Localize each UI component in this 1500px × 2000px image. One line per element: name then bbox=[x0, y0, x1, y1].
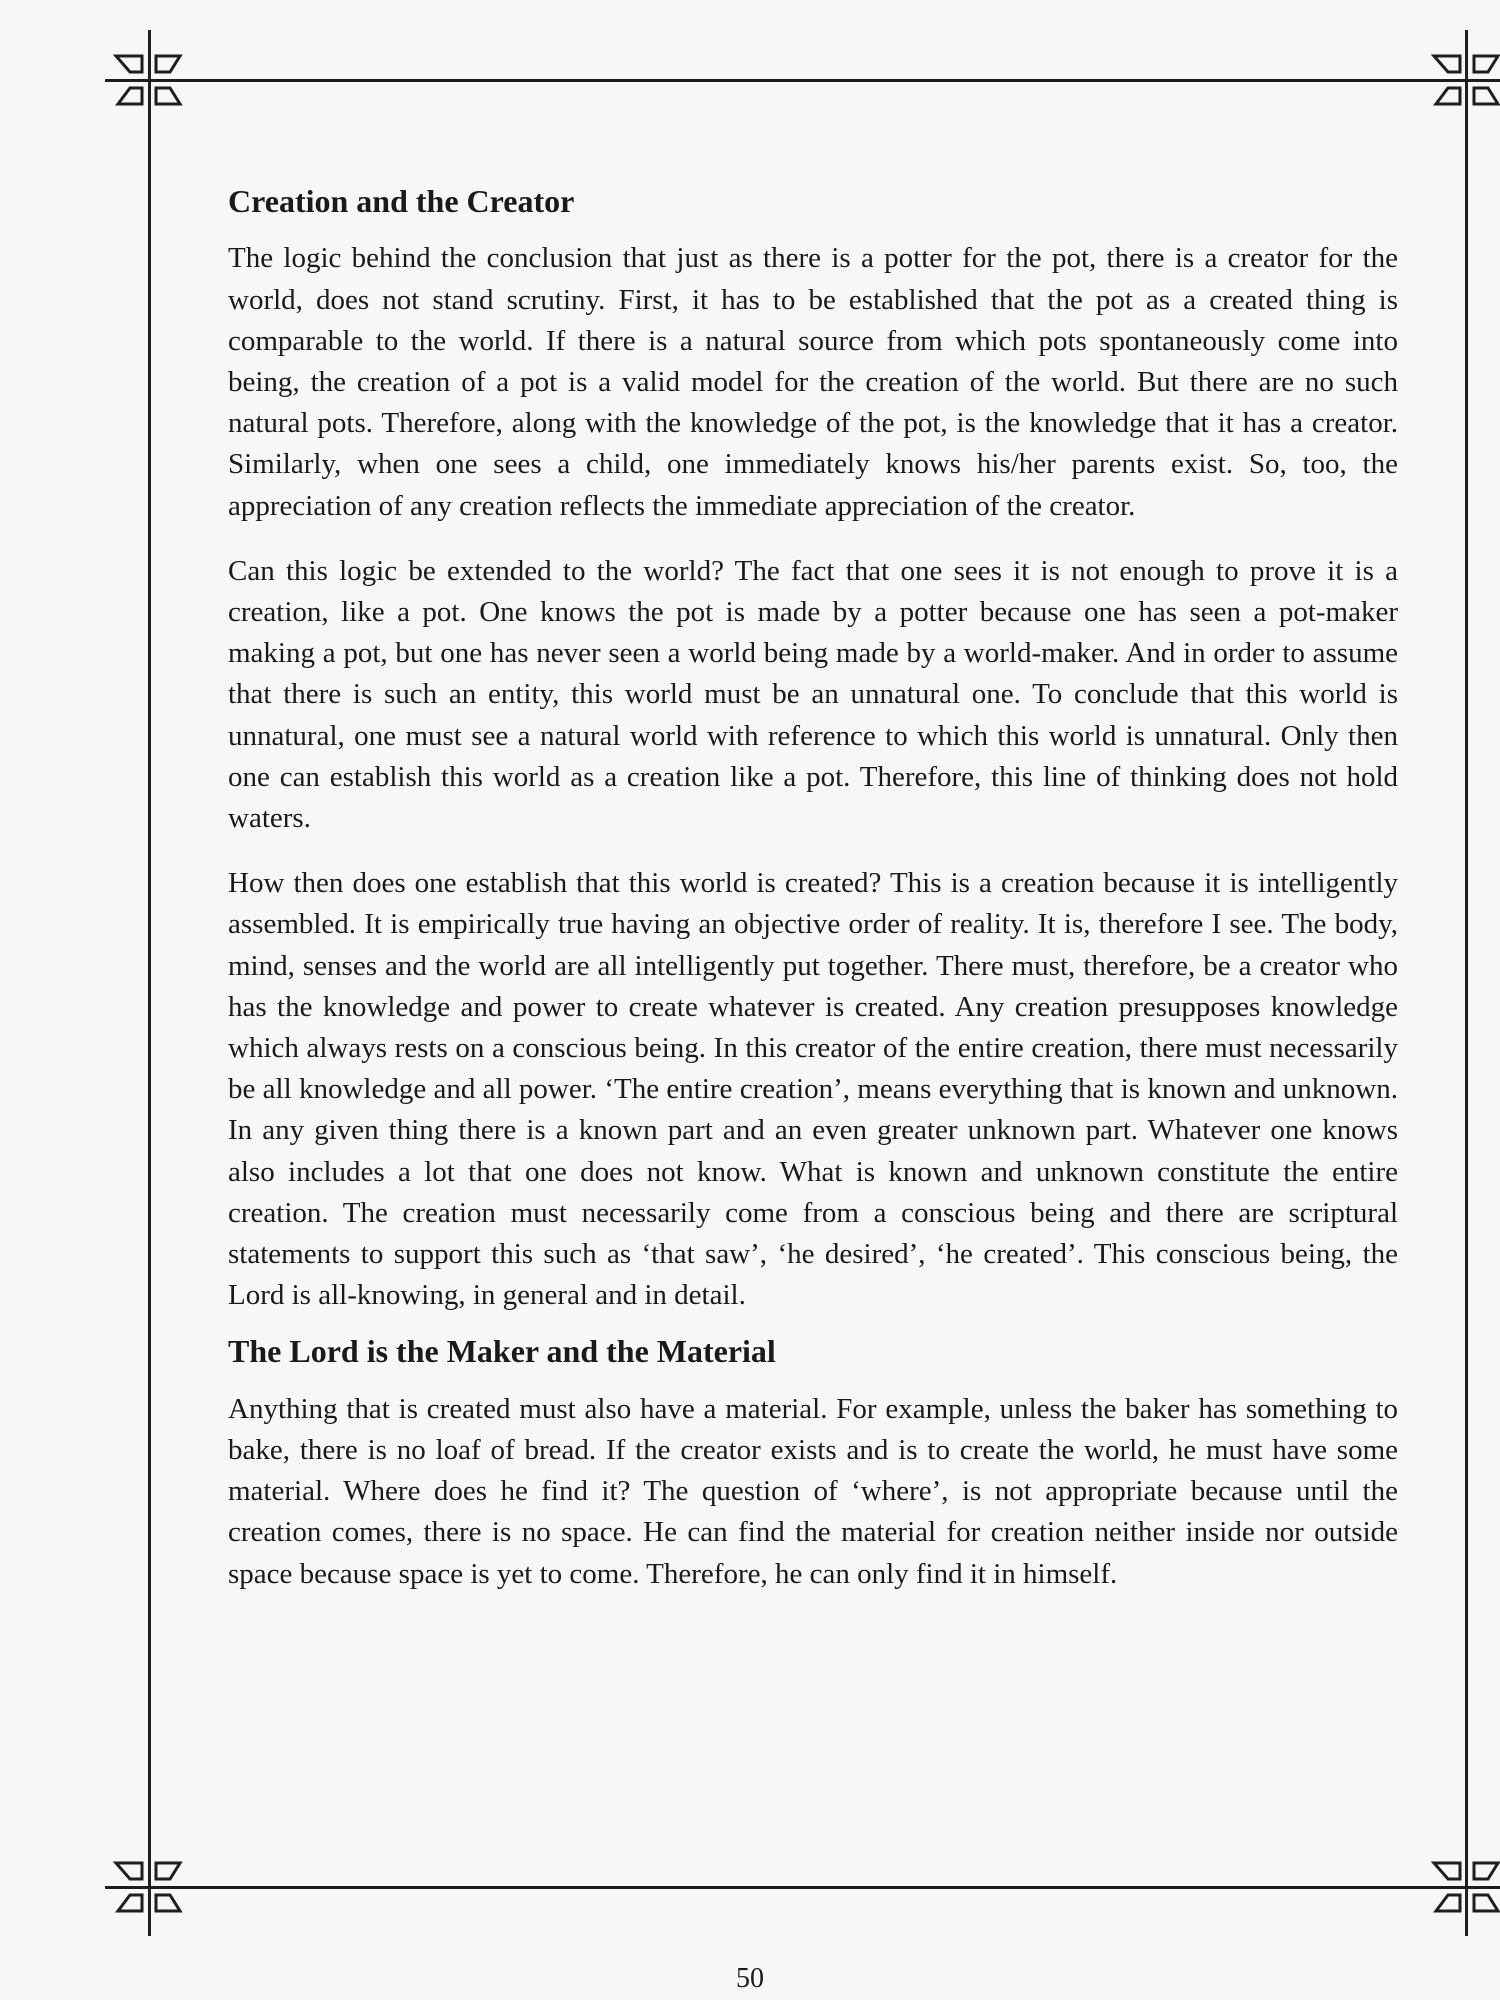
body-paragraph: The logic behind the conclusion that just as there is a potter for the pot, there is a creator for the world, does not stand scrutiny. First, it has to be established that the pot as a created thing is comparable to the world. If there is a natural source from which pots spontaneously come into being, the creation of a pot is a valid model for the creation of the world. But there are no such natural pots. Therefore, along with the knowledge of the pot, is the knowledge that it has a creator. Similarly, when one sees a child, one immediately knows his/her parents exist. So, too, the appreciation of any creation reflects the immediate appreciation of the creator. bbox=[228, 242, 1398, 522]
body-paragraph: Anything that is created must also have a material. For example, unless the baker has something to bake, there is no loaf of bread. If the creator exists and is to create the world, he must have some material. Where does he find it? The question of ‘where’, is not appropriate because until the creation comes, there is no space. He can find the material for creation neither inside nor outside space because space is yet to come. Therefore, he can only find it in himself. bbox=[228, 1392, 1398, 1590]
page-content bbox=[228, 182, 1398, 1619]
frame-left-rule bbox=[148, 30, 151, 1936]
body-paragraph: How then does one establish that this world is created? This is a creation because it is intelligently assembled. It is empirically true having an objective order of reality. It is, therefore I see. The body, mind, senses and the world are all intelligently put together. There must, therefore, be a creator who has the knowledge and power to create whatever is created. Any creation presupposes knowledge which always rests on a conscious being. In this creator of the entire creation, there must necessarily be all knowledge and all power. ‘The entire creation’, means everything that is known and unknown. In any given thing there is a known part and an even greater unknown part. Whatever one knows also includes a lot that one does not know. What is known and unknown constitute the entire creation. The creation must necessarily come from a conscious being and there are scriptural statements to support this such as ‘that saw’, ‘he desired’, ‘he created’. This conscious being, the Lord is all-knowing, in general and in detail. bbox=[228, 867, 1398, 1312]
page-number: 50 bbox=[736, 1963, 764, 1994]
frame-top-rule bbox=[105, 79, 1500, 82]
section-heading: The Lord is the Maker and the Material bbox=[228, 1333, 776, 1370]
corner-ornament-icon bbox=[104, 1843, 194, 1933]
body-paragraph: Can this logic be extended to the world? The fact that one sees it is not enough to prove it is a creation, like a pot. One knows the pot is made by a potter because one has seen a pot-maker making a pot, but one has never seen a world being made by a world-maker. And in order to assume that there is such an entity, this world must be an unnatural one. To conclude that this world is unnatural, one must see a natural world with reference to which this world is unnatural. Only then one can establish this world as a creation like a pot. Therefore, this line of thinking does not hold waters. bbox=[228, 554, 1398, 835]
corner-ornament-icon bbox=[1422, 36, 1500, 126]
frame-right-rule bbox=[1465, 30, 1468, 1936]
corner-ornament-icon bbox=[104, 36, 194, 126]
corner-ornament-icon bbox=[1422, 1843, 1500, 1933]
frame-bottom-rule bbox=[105, 1886, 1500, 1889]
section-heading: Creation and the Creator bbox=[228, 183, 575, 219]
